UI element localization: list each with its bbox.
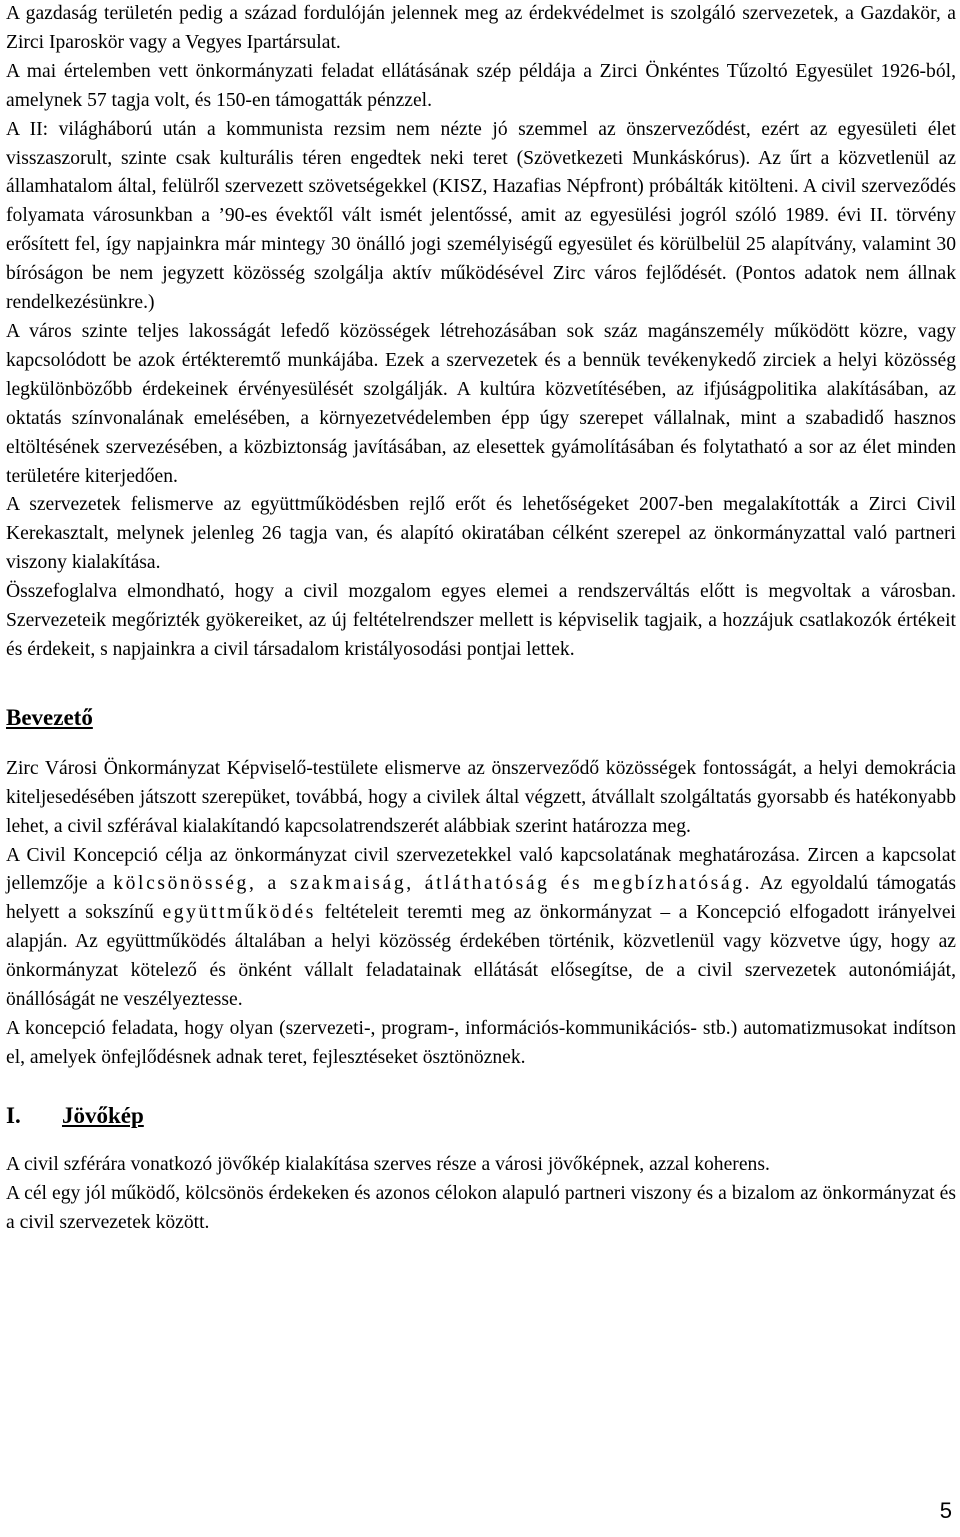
- paragraph-roundtable: A szervezetek felismerve az együttműködésben rejlő erőt és lehetőségeket 2007-ben megalakították a Zirci Civil Kerekasztalt, melynek jelenleg 26 tagja van, és alapító okiratában célként szerepel az önkormányzattal való partneri viszony kialakítása.: [6, 494, 956, 574]
- emphasis-values: kölcsönösség, a szakmaiság, átláthatóság és megbízhatóság.: [113, 873, 753, 895]
- text-segment: feltételeit teremti meg az önkormányzat – a Koncepció elfogadott irányelvei alapján. Az együttműködés általában a helyi közösség érdekében történik, közvetlenül vagy közvetve úgy, hogy az önkormányzat kötelező és önként vállalt feladatainak ellátását elősegítse, de a civil szervezetek autonómiáját, önállóságát ne veszélyeztesse.: [6, 902, 956, 1011]
- paragraph-bevezeto-2: [6, 842, 956, 1015]
- paragraph-summary: Összefoglalva elmondható, hogy a civil mozgalom egyes elemei a rendszerváltás előtt is megvoltak a városban. Szervezeteik megőrizték gyökereiket, az új feltételrendszer mellett is képviselik tagjaik, a hozzájuk csatlakozók értékeit és érdekeit, s napjainkra a civil társadalom kristályosodási pontjai lettek.: [6, 581, 956, 660]
- text-segment: Az egyoldalú támogatás helyett a sokszínű: [6, 873, 957, 924]
- paragraph-economy: A gazdaság területén pedig a század fordulóján jelennek meg az érdekvédelmet is szolgáló szervezetek, a Gazdakör, a Zirci Iparoskör vagy a Vegyes Ipartársulat.: [6, 3, 956, 53]
- emphasis-cooperation: együttműködés: [162, 902, 316, 924]
- paragraph-ww2: A II: világháború után a kommunista rezsim nem nézte jó szemmel az önszerveződést, ezért az egyesületi élet visszaszorult, szinte csak kulturális téren engedtek neki teret (Szövetkezeti Munkáskórus). Az űrt a közvetlenül az államhatalom által, felülről szervezett szövetségekkel (KISZ, Hazafias Népfront) próbálták kitölteni. A civil szerveződés folyamata városunkban a ’90-es évektől vált ismét jelentőssé, amit az egyesülési jogról szóló 1989. évi II. törvény erősített fel, így napjainkra már mintegy 30 önálló jogi személyiségű egyesület és körülbelül 25 alapítvány, valamint 30 bíróságon be nem jegyzett közösség szolgálja aktív működésével Zirc város fejlődését. (Pontos adatok nem állnak rendelkezésünkre.): [6, 118, 956, 314]
- paragraph-communities: A város szinte teljes lakosságát lefedő közösségek létrehozásában sok száz magánszemély működött közre, vagy kapcsolódott be azok értékteremtő munkájába. Ezek a szervezetek és a bennük tevékenykedő zirciek a helyi közösség legkülönbözőbb érdekeinek érvényesülését szolgálják. A kultúra közvetítésében, az ifjúságpolitika alakításában, az oktatás színvonalának emelésében, a környezetvédelemben épp úgy szerepet vállalnak, mint a szabadidő hasznos eltöltésének szervezésében, a közbiztonság javításában, az elesettek gyámolításában és folytatható a sor az élet minden területére kiterjedően.: [6, 320, 956, 487]
- paragraph-bevezeto-3: A koncepció feladata, hogy olyan (szervezeti-, program-, információs-kommunikációs- stb.) automatizmusokat indítson el, amelyek önfejlődésnek adnak teret, fejlesztéseket ösztönöznek.: [6, 1018, 956, 1068]
- paragraph-jovokep-2: A cél egy jól működő, kölcsönös érdekeken és azonos célokon alapuló partneri viszony és a bizalom az önkormányzat és a civil szervezetek között.: [6, 1182, 956, 1233]
- text-segment: A Civil Koncepció célja az önkormányzat civil szervezetekkel való kapcsolatának meghatározása. Zircen a kapcsolat jellemzője a: [6, 844, 956, 895]
- paragraph-fire-brigade: A mai értelemben vett önkormányzati feladat ellátásának szép példája a Zirci Önkéntes Tűzoltó Egyesület 1926-ból, amelynek 57 tagja volt, és 150-en támogatták pénzzel.: [6, 60, 956, 111]
- paragraph-bevezeto-1: Zirc Városi Önkormányzat Képviselő-testülete elismerve az önszerveződő közösségek fontosságát, a helyi demokrácia kiteljesedésében játszott szerepüket, továbbá, hogy a civilek által végzett, átvállalt szolgáltatás gyorsabb és hatékonyabb lehet, a civil szférával kialakítandó kapcsolatrendszerét alábbiak szerint határozza meg.: [6, 757, 956, 837]
- heading-jovokep: [6, 1103, 956, 1129]
- paragraph-jovokep-1: A civil szférára vonatkozó jövőkép kialakítása szerves része a városi jövőképnek, azzal koherens.: [6, 1153, 770, 1175]
- document-page: [6, 0, 956, 1238]
- heading-number: I.: [6, 1102, 21, 1128]
- heading-jovokep-title: Jövőkép: [62, 1102, 144, 1128]
- page-number: 5: [939, 1498, 952, 1523]
- heading-bevezeto: Bevezető: [6, 704, 93, 730]
